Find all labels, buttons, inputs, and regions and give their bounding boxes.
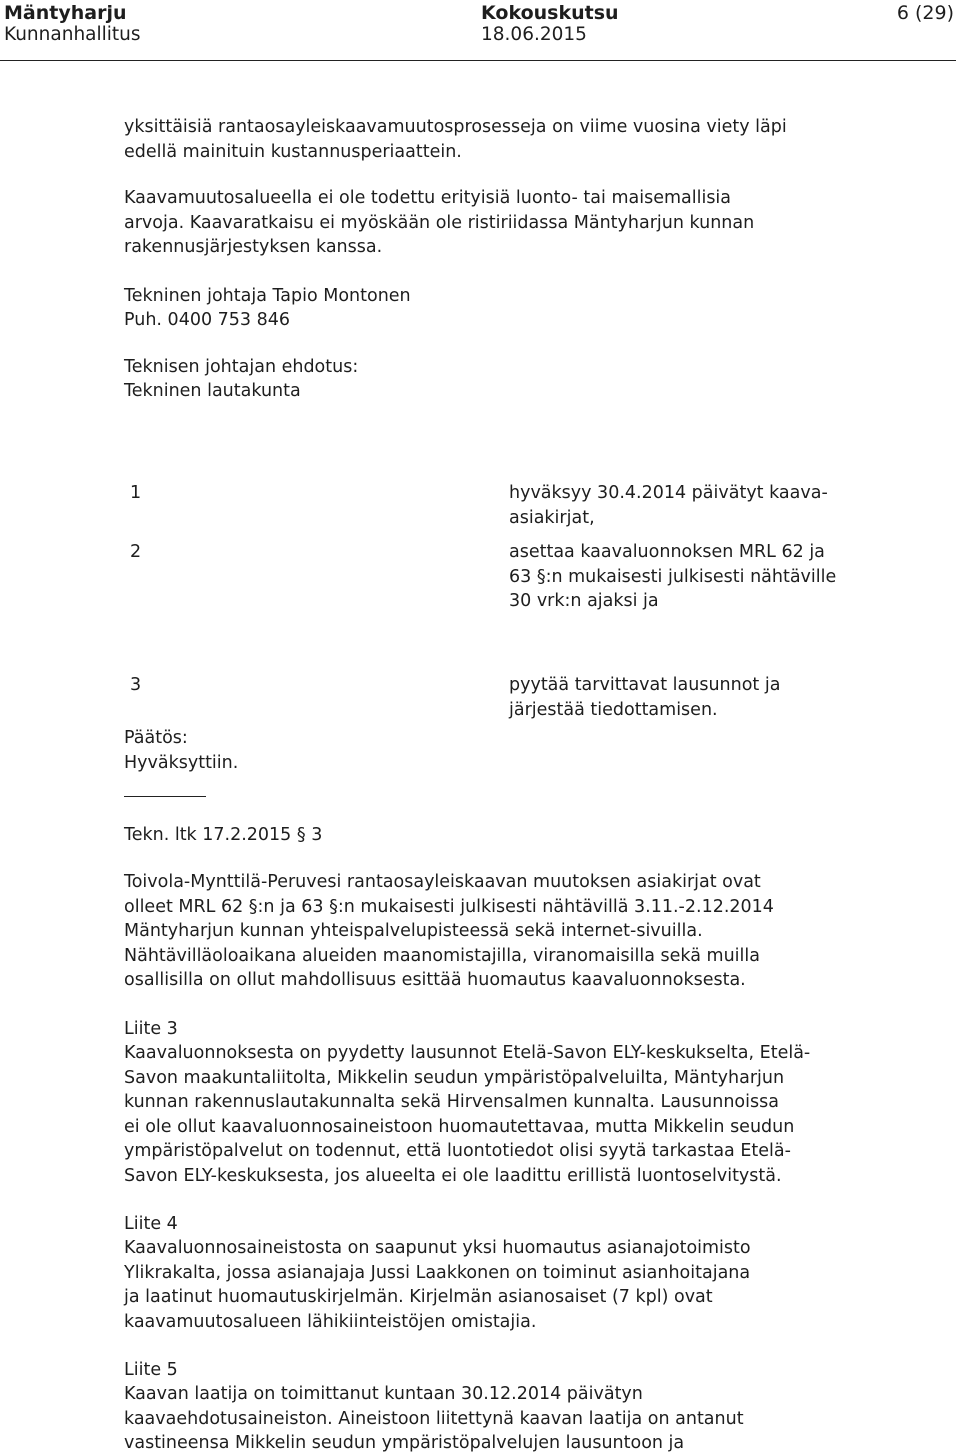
item-number: 1 — [130, 483, 142, 503]
header-body: Kunnanhallitus — [4, 24, 141, 45]
paragraph-public-display: Toivola-Mynttilä-Peruvesi rantaosayleiskaavan muutoksen asiakirjat ovat olleet MRL 62 §:n ja 63 §:n mukaisesti julkisesti nähtävillä 3.11.-2.12.2014 Mäntyharjun kunnan yhteispalvelupisteessä sekä internet-sivuilla. Nähtävilläoloaikana alueiden maanomistajilla, viranomaisilla sekä muilla osallisilla on ollut mahdollisuus esittää huomautus kaavaluonnoksesta. — [124, 872, 774, 990]
item-text: asettaa kaavaluonnoksen MRL 62 ja 63 §:n mukaisesti julkisesti nähtäville 30 vrk:n ajaksi ja — [509, 542, 837, 611]
attachment-3-title: Liite 3 — [124, 1019, 178, 1039]
header-page-number: 6 (29) — [896, 2, 954, 24]
decision-label: Päätös: — [124, 728, 188, 748]
item-number: 3 — [130, 675, 142, 695]
meeting-reference: Tekn. ltk 17.2.2015 § 3 — [124, 825, 323, 845]
proposal-body: Tekninen lautakunta — [124, 381, 301, 401]
item-text: hyväksyy 30.4.2014 päivätyt kaava- asiakirjat, — [509, 483, 828, 528]
proposal-heading: Teknisen johtajan ehdotus: — [124, 357, 359, 377]
section-divider — [124, 796, 206, 797]
item-number: 2 — [130, 542, 142, 562]
decision-text: Hyväksyttiin. — [124, 753, 239, 773]
contact-name: Tekninen johtaja Tapio Montonen — [124, 286, 411, 306]
header-divider — [0, 60, 956, 61]
header-organization: Mäntyharju — [4, 2, 127, 24]
header-document-type: Kokouskutsu — [481, 2, 619, 24]
attachment-3-text: Kaavaluonnoksesta on pyydetty lausunnot Etelä-Savon ELY-keskukselta, Etelä- Savon maakuntaliitolta, Mikkelin seudun ympäristöpalveluilta, Mäntyharjun kunnan rakennuslautakunnalta sekä Hirvensalmen kunnalta. Lausunnoissa ei ole ollut kaavaluonnosaineistoon huomautettavaa, mutta Mikkelin seudun ympäristöpalvelut on todennut, että luontotiedot olisi syytä tarkastaa Etelä- Savon ELY-keskuksesta, jos alueelta ei ole laadittu erillistä luontoselvitystä. — [124, 1043, 811, 1186]
paragraph-no-values: Kaavamuutosalueella ei ole todettu erityisiä luonto- tai maisemallisia arvoja. Kaavaratkaisu ei myöskään ole ristiriidassa Mäntyharjun kunnan rakennusjärjestyksen kanssa. — [124, 188, 755, 257]
attachment-4-title: Liite 4 — [124, 1214, 178, 1234]
attachment-5-title: Liite 5 — [124, 1360, 178, 1380]
page-header — [0, 2, 960, 46]
header-date: 18.06.2015 — [481, 24, 587, 45]
paragraph-cost-principles: yksittäisiä rantaosayleiskaavamuutosprosesseja on viime vuosina viety läpi edellä mainituin kustannusperiaattein. — [124, 117, 787, 162]
contact-phone: Puh. 0400 753 846 — [124, 310, 291, 330]
item-text: pyytää tarvittavat lausunnot ja järjestää tiedottamisen. — [509, 675, 781, 720]
attachment-4-text: Kaavaluonnosaineistosta on saapunut yksi huomautus asianajotoimisto Ylikrakalta, jossa asianajaja Jussi Laakkonen on toiminut asianhoitajana ja laatinut huomautuskirjelmän. Kirjelmän asianosaiset (7 kpl) ovat kaavamuutosalueen lähikiinteistöjen omistajia. — [124, 1238, 751, 1332]
attachment-5-text: Kaavan laatija on toimittanut kuntaan 30.12.2014 päivätyn kaavaehdotusaineiston. Aineistoon liitettynä kaavan laatija on antanut vastineensa Mikkelin seudun ympäristöpalvelujen lausuntoon ja — [124, 1384, 744, 1453]
